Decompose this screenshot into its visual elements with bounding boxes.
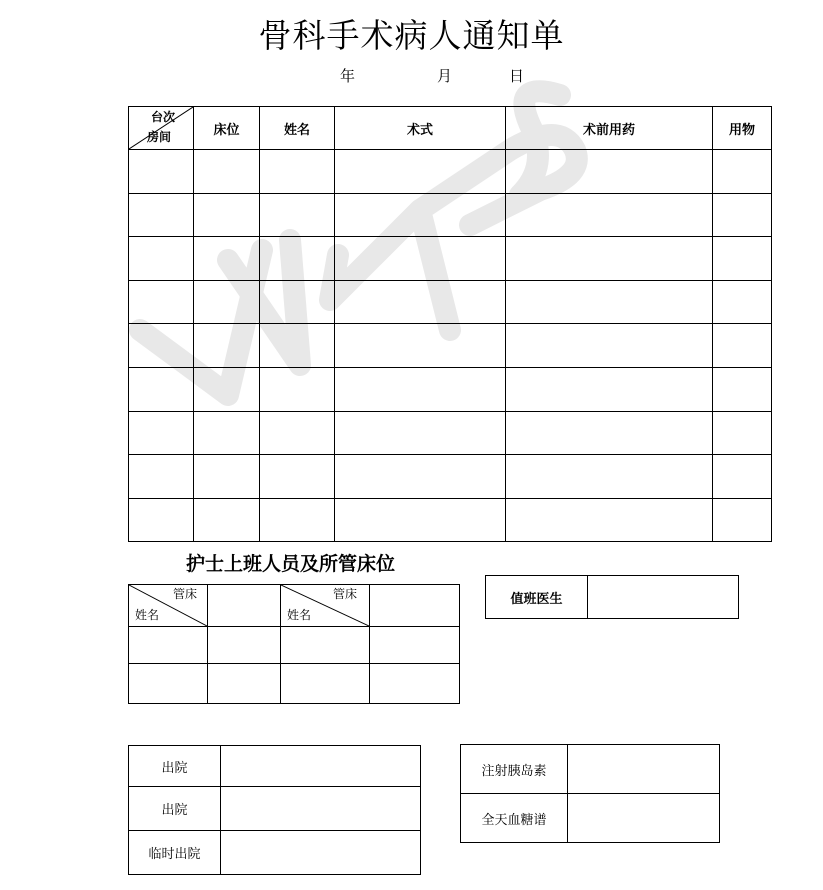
header-bed: 床位 xyxy=(194,107,260,150)
table-cell[interactable] xyxy=(713,150,772,194)
table-cell[interactable] xyxy=(568,794,720,843)
surgery-corner-cell xyxy=(129,107,194,150)
table-cell[interactable] xyxy=(506,324,713,368)
table-cell[interactable] xyxy=(194,499,260,542)
table-cell[interactable] xyxy=(260,194,335,237)
table-cell[interactable] xyxy=(260,412,335,455)
table-cell[interactable] xyxy=(335,499,506,542)
table-cell[interactable] xyxy=(221,831,421,875)
table-cell[interactable] xyxy=(260,455,335,499)
table-row xyxy=(461,794,720,843)
table-cell[interactable] xyxy=(506,368,713,412)
table-cell[interactable] xyxy=(335,412,506,455)
nurse-corner-cell-1 xyxy=(129,585,208,627)
table-cell[interactable] xyxy=(129,194,194,237)
table-cell[interactable] xyxy=(194,150,260,194)
table-cell[interactable] xyxy=(335,455,506,499)
table-cell[interactable] xyxy=(506,412,713,455)
table-cell[interactable] xyxy=(506,237,713,281)
table-cell[interactable] xyxy=(194,194,260,237)
table-cell[interactable] xyxy=(221,787,421,831)
insulin-table xyxy=(460,744,720,843)
table-cell[interactable] xyxy=(129,664,208,704)
table-cell[interactable] xyxy=(260,368,335,412)
table-cell[interactable] xyxy=(129,237,194,281)
table-cell[interactable] xyxy=(194,368,260,412)
table-cell[interactable] xyxy=(260,281,335,324)
table-cell[interactable] xyxy=(713,455,772,499)
nurse-header-row xyxy=(129,585,460,627)
table-row xyxy=(129,664,460,704)
header-name: 姓名 xyxy=(260,107,335,150)
table-row xyxy=(129,455,772,499)
table-cell[interactable] xyxy=(713,194,772,237)
page-title: 骨科手术病人通知单 xyxy=(258,16,565,55)
table-cell[interactable] xyxy=(335,281,506,324)
table-cell[interactable] xyxy=(129,150,194,194)
table-cell[interactable] xyxy=(194,324,260,368)
corner-bottom-label: 房间 xyxy=(147,130,172,144)
table-cell[interactable] xyxy=(713,412,772,455)
duty-doctor-box xyxy=(485,575,739,619)
discharge-label: 出院 xyxy=(129,746,221,787)
surgery-header-row xyxy=(129,107,772,150)
table-cell[interactable] xyxy=(370,585,460,627)
blood-glucose-profile-label: 全天血糖谱 xyxy=(461,794,568,843)
table-row xyxy=(129,746,421,787)
nurse-table xyxy=(128,584,460,704)
table-cell[interactable] xyxy=(281,664,370,704)
corner-bottom-label: 姓名 xyxy=(287,608,312,622)
table-cell[interactable] xyxy=(208,585,281,627)
table-cell[interactable] xyxy=(506,281,713,324)
table-cell[interactable] xyxy=(713,499,772,542)
table-cell[interactable] xyxy=(129,455,194,499)
table-row xyxy=(129,237,772,281)
table-row xyxy=(129,368,772,412)
table-cell[interactable] xyxy=(260,499,335,542)
table-cell[interactable] xyxy=(208,664,281,704)
corner-top-label: 管床 xyxy=(172,587,197,601)
table-cell[interactable] xyxy=(194,412,260,455)
table-cell[interactable] xyxy=(221,746,421,787)
corner-top-label: 台次 xyxy=(150,110,175,124)
date-month-label: 月 xyxy=(437,67,453,85)
table-cell[interactable] xyxy=(506,150,713,194)
table-cell[interactable] xyxy=(713,281,772,324)
table-cell[interactable] xyxy=(194,455,260,499)
date-day-label: 日 xyxy=(509,67,525,85)
table-cell[interactable] xyxy=(370,664,460,704)
table-cell[interactable] xyxy=(129,627,208,664)
table-cell[interactable] xyxy=(208,627,281,664)
corner-top-label: 管床 xyxy=(332,587,357,601)
corner-bottom-label: 姓名 xyxy=(135,608,160,622)
table-row xyxy=(129,499,772,542)
header-procedure: 术式 xyxy=(335,107,506,150)
discharge-table xyxy=(128,745,421,875)
duty-doctor-value[interactable] xyxy=(588,576,739,619)
table-row xyxy=(129,831,421,875)
table-cell[interactable] xyxy=(713,324,772,368)
table-row xyxy=(129,627,460,664)
header-preop-medication: 术前用药 xyxy=(506,107,713,150)
table-cell[interactable] xyxy=(194,237,260,281)
table-cell[interactable] xyxy=(129,281,194,324)
table-cell[interactable] xyxy=(506,455,713,499)
table-row xyxy=(129,281,772,324)
table-cell[interactable] xyxy=(260,150,335,194)
temporary-discharge-label: 临时出院 xyxy=(129,831,221,875)
table-row xyxy=(461,745,720,794)
table-cell[interactable] xyxy=(713,237,772,281)
table-row xyxy=(129,787,421,831)
table-cell[interactable] xyxy=(506,194,713,237)
date-year-label: 年 xyxy=(340,67,356,85)
table-cell[interactable] xyxy=(129,412,194,455)
discharge-label: 出院 xyxy=(129,787,221,831)
table-cell[interactable] xyxy=(260,237,335,281)
table-cell[interactable] xyxy=(370,627,460,664)
table-cell[interactable] xyxy=(713,368,772,412)
nurse-corner-cell-2 xyxy=(281,585,370,627)
table-cell[interactable] xyxy=(335,194,506,237)
table-cell[interactable] xyxy=(260,324,335,368)
nurse-section-title: 护士上班人员及所管床位 xyxy=(186,553,396,575)
surgery-table xyxy=(128,106,772,542)
table-row xyxy=(129,194,772,237)
table-cell[interactable] xyxy=(506,499,713,542)
table-cell[interactable] xyxy=(335,150,506,194)
table-row xyxy=(129,150,772,194)
table-cell[interactable] xyxy=(129,368,194,412)
header-supplies: 用物 xyxy=(713,107,772,150)
table-cell[interactable] xyxy=(335,368,506,412)
insulin-injection-label: 注射胰岛素 xyxy=(461,745,568,794)
table-cell[interactable] xyxy=(281,627,370,664)
table-cell[interactable] xyxy=(129,324,194,368)
table-cell[interactable] xyxy=(568,745,720,794)
table-cell[interactable] xyxy=(194,281,260,324)
table-cell[interactable] xyxy=(335,324,506,368)
table-cell[interactable] xyxy=(335,237,506,281)
duty-doctor-label: 值班医生 xyxy=(486,576,588,619)
table-row xyxy=(129,324,772,368)
table-cell[interactable] xyxy=(129,499,194,542)
table-row xyxy=(129,412,772,455)
